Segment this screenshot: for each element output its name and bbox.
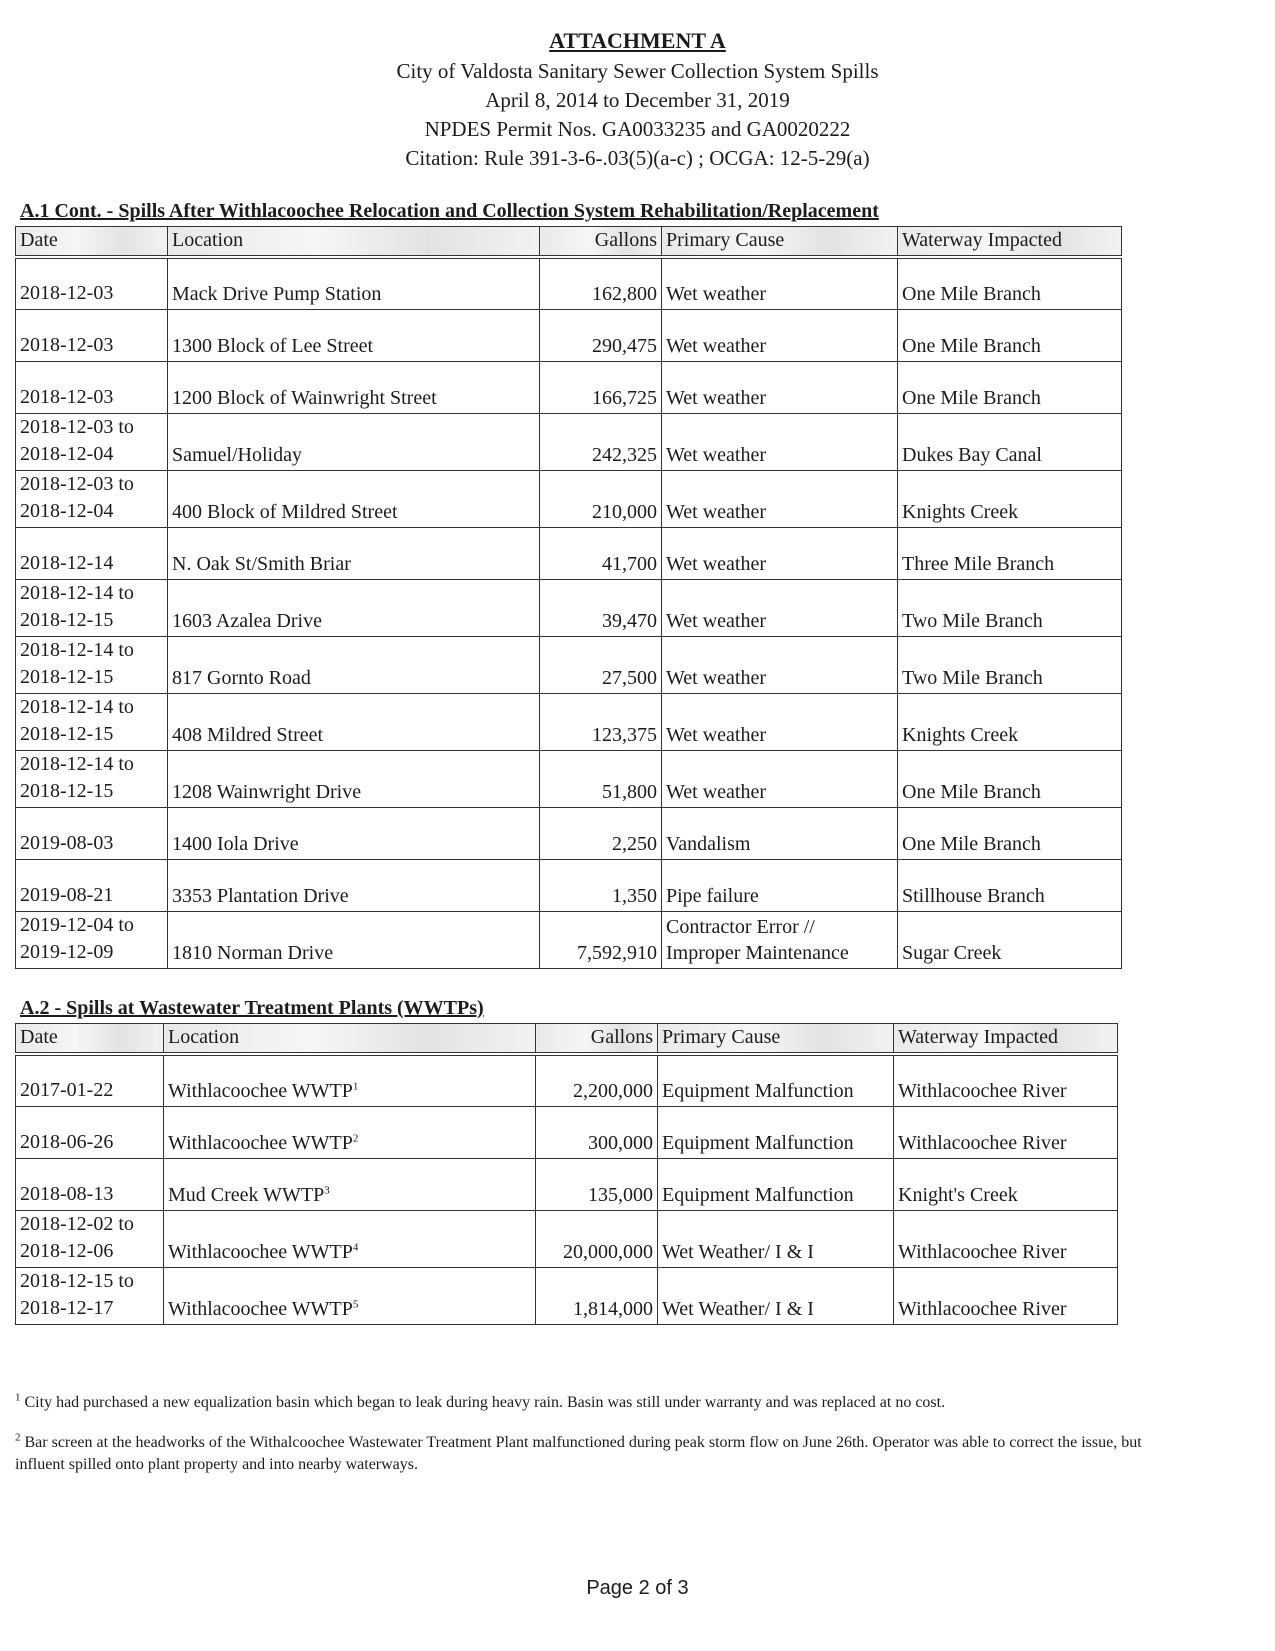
- footnote-1: [15, 1392, 1155, 1414]
- section-a1-title: A.1 Cont. - Spills After Withlacoochee Relocation and Collection System Rehabilitation/Replacement: [20, 200, 879, 222]
- location-cell: 400 Block of Mildred Street: [168, 470, 540, 527]
- date-start: 2018-12-14 to: [20, 581, 134, 604]
- location-text: Withlacoochee WWTP: [168, 1079, 353, 1102]
- date-start: 2018-12-03: [20, 385, 114, 408]
- location-cell: 1208 Wainwright Drive: [168, 750, 540, 807]
- table-row: [16, 1267, 1118, 1324]
- cause-line-1: Contractor Error //: [666, 915, 815, 938]
- col-header-date: Date: [16, 227, 168, 258]
- date-cell: [16, 1106, 164, 1158]
- gallons-cell: 210,000: [540, 470, 662, 527]
- cause-cell: [662, 413, 898, 470]
- col-header-primary-cause: Primary Cause: [662, 227, 898, 258]
- gallons-cell: 135,000: [536, 1158, 658, 1210]
- footnotes: [15, 1392, 1155, 1494]
- date-start: 2018-12-14 to: [20, 638, 134, 661]
- cause-line-2: Wet weather: [666, 500, 766, 523]
- cause-line-2: Wet weather: [666, 282, 766, 305]
- waterway-cell: Withlacoochee River: [894, 1106, 1118, 1158]
- cause-cell: Equipment Malfunction: [658, 1158, 894, 1210]
- cause-cell: [662, 911, 898, 968]
- waterway-cell: Withlacoochee River: [894, 1210, 1118, 1267]
- date-end: 2018-12-04: [20, 442, 114, 465]
- date-cell: [16, 1267, 164, 1324]
- cause-cell: [662, 309, 898, 361]
- cause-line-2: Pipe failure: [666, 884, 759, 907]
- location-text: Mud Creek WWTP: [168, 1183, 325, 1206]
- location-cell: 3353 Plantation Drive: [168, 859, 540, 911]
- date-cell: [16, 361, 168, 413]
- table-row: [16, 693, 1122, 750]
- date-cell: [16, 859, 168, 911]
- col-header-location: Location: [164, 1024, 536, 1055]
- header-line-1: City of Valdosta Sanitary Sewer Collection System Spills: [396, 59, 879, 83]
- footnote-ref: 1: [352, 1079, 359, 1092]
- cause-cell: Equipment Malfunction: [658, 1106, 894, 1158]
- col-header-location: Location: [168, 227, 540, 258]
- waterway-cell: Withlacoochee River: [894, 1267, 1118, 1324]
- gallons-cell: 1,350: [540, 859, 662, 911]
- table-row: [16, 361, 1122, 413]
- waterway-cell: Knights Creek: [898, 470, 1122, 527]
- waterway-cell: One Mile Branch: [898, 750, 1122, 807]
- footnote-ref: 5: [352, 1297, 359, 1310]
- gallons-cell: 162,800: [540, 257, 662, 309]
- table-row: [16, 807, 1122, 859]
- date-end: 2018-12-04: [20, 499, 114, 522]
- section-a2-table: [15, 1023, 1118, 1325]
- footnote-mark: 1: [15, 1391, 21, 1404]
- date-start: 2018-12-03: [20, 333, 114, 356]
- section-a1-header-row: [16, 227, 1122, 258]
- table-row: [16, 859, 1122, 911]
- location-cell: [164, 1054, 536, 1106]
- cause-line-2: Wet weather: [666, 723, 766, 746]
- waterway-cell: Sugar Creek: [898, 911, 1122, 968]
- header-line-3: NPDES Permit Nos. GA0033235 and GA0020222: [424, 117, 851, 141]
- col-header-date: Date: [16, 1024, 164, 1055]
- date-start: 2017-01-22: [20, 1078, 114, 1101]
- cause-cell: [662, 579, 898, 636]
- table-row: [16, 309, 1122, 361]
- table-row: [16, 1054, 1118, 1106]
- cause-cell: [662, 527, 898, 579]
- date-end: 2018-12-15: [20, 722, 114, 745]
- date-start: 2018-12-14: [20, 551, 114, 574]
- location-cell: [164, 1210, 536, 1267]
- gallons-cell: 41,700: [540, 527, 662, 579]
- date-start: 2018-12-03 to: [20, 472, 134, 495]
- cause-line-2: Improper Maintenance: [666, 941, 849, 964]
- col-header-gallons: Gallons: [540, 227, 662, 258]
- date-start: 2018-12-03: [20, 281, 114, 304]
- date-cell: [16, 911, 168, 968]
- document-title: ATTACHMENT A: [549, 28, 726, 53]
- table-row: [16, 579, 1122, 636]
- table-row: [16, 1158, 1118, 1210]
- table-row: [16, 636, 1122, 693]
- waterway-cell: Two Mile Branch: [898, 636, 1122, 693]
- date-start: 2018-08-13: [20, 1182, 114, 1205]
- gallons-cell: 2,250: [540, 807, 662, 859]
- cause-cell: [662, 257, 898, 309]
- table-row: [16, 750, 1122, 807]
- section-a1-table: [15, 226, 1122, 969]
- section-a2-header-row: [16, 1024, 1118, 1055]
- location-cell: 1603 Azalea Drive: [168, 579, 540, 636]
- cause-line-2: Wet weather: [666, 334, 766, 357]
- footnote-text: Bar screen at the headworks of the Withalcoochee Wastewater Treatment Plant malfunctioned during peak storm flow on June 26th. Operator was able to correct the issue, but influent spilled onto plant property and into nearby waterways.: [15, 1434, 1142, 1473]
- footnote-text: City had purchased a new equalization basin which began to leak during heavy rain. Basin was still under warranty and was replaced at no cost.: [24, 1394, 946, 1411]
- date-cell: [16, 1158, 164, 1210]
- date-end: 2018-12-15: [20, 779, 114, 802]
- cause-cell: Equipment Malfunction: [658, 1054, 894, 1106]
- date-cell: [16, 693, 168, 750]
- location-text: Withlacoochee WWTP: [168, 1297, 353, 1320]
- table-row: [16, 413, 1122, 470]
- date-cell: [16, 579, 168, 636]
- waterway-cell: Knights Creek: [898, 693, 1122, 750]
- location-cell: Mack Drive Pump Station: [168, 257, 540, 309]
- waterway-cell: Stillhouse Branch: [898, 859, 1122, 911]
- date-cell: [16, 527, 168, 579]
- date-end: 2019-12-09: [20, 940, 114, 963]
- header-line-2: April 8, 2014 to December 31, 2019: [485, 88, 790, 112]
- location-cell: [164, 1158, 536, 1210]
- cause-line-2: Vandalism: [666, 832, 751, 855]
- location-cell: [164, 1267, 536, 1324]
- cause-cell: [662, 807, 898, 859]
- date-cell: [16, 257, 168, 309]
- date-end: 2018-12-06: [20, 1239, 114, 1262]
- gallons-cell: 2,200,000: [536, 1054, 658, 1106]
- footnote-2: [15, 1432, 1155, 1476]
- date-start: 2018-12-14 to: [20, 752, 134, 775]
- cause-cell: Wet Weather/ I & I: [658, 1210, 894, 1267]
- footnote-mark: 2: [15, 1431, 21, 1444]
- date-end: 2018-12-15: [20, 608, 114, 631]
- cause-line-2: Wet weather: [666, 386, 766, 409]
- footnote-ref: 2: [352, 1131, 359, 1144]
- table-row: [16, 257, 1122, 309]
- gallons-cell: 300,000: [536, 1106, 658, 1158]
- date-cell: [16, 636, 168, 693]
- col-header-waterway: Waterway Impacted: [894, 1024, 1118, 1055]
- date-cell: [16, 807, 168, 859]
- location-cell: N. Oak St/Smith Briar: [168, 527, 540, 579]
- cause-line-2: Wet weather: [666, 552, 766, 575]
- gallons-cell: 242,325: [540, 413, 662, 470]
- location-cell: 1810 Norman Drive: [168, 911, 540, 968]
- col-header-primary-cause: Primary Cause: [658, 1024, 894, 1055]
- page-number: Page 2 of 3: [586, 1577, 689, 1599]
- date-cell: [16, 1210, 164, 1267]
- table-row: [16, 1106, 1118, 1158]
- col-header-gallons: Gallons: [536, 1024, 658, 1055]
- table-row: [16, 1210, 1118, 1267]
- location-cell: Samuel/Holiday: [168, 413, 540, 470]
- date-cell: [16, 1054, 164, 1106]
- date-cell: [16, 750, 168, 807]
- cause-cell: Wet Weather/ I & I: [658, 1267, 894, 1324]
- date-start: 2019-12-04 to: [20, 913, 134, 936]
- date-cell: [16, 309, 168, 361]
- cause-cell: [662, 859, 898, 911]
- gallons-cell: 123,375: [540, 693, 662, 750]
- date-start: 2018-12-02 to: [20, 1212, 134, 1235]
- cause-cell: [662, 750, 898, 807]
- gallons-cell: 39,470: [540, 579, 662, 636]
- date-start: 2018-12-15 to: [20, 1269, 134, 1292]
- waterway-cell: One Mile Branch: [898, 807, 1122, 859]
- footnote-ref: 3: [324, 1183, 330, 1196]
- gallons-cell: 51,800: [540, 750, 662, 807]
- date-start: 2018-12-03 to: [20, 415, 134, 438]
- location-cell: 1300 Block of Lee Street: [168, 309, 540, 361]
- section-a2-title: A.2 - Spills at Wastewater Treatment Plants (WWTPs): [20, 997, 484, 1019]
- waterway-cell: One Mile Branch: [898, 257, 1122, 309]
- cause-line-2: Wet weather: [666, 780, 766, 803]
- cause-cell: [662, 361, 898, 413]
- col-header-waterway: Waterway Impacted: [898, 227, 1122, 258]
- cause-cell: [662, 693, 898, 750]
- location-cell: 408 Mildred Street: [168, 693, 540, 750]
- waterway-cell: Three Mile Branch: [898, 527, 1122, 579]
- waterway-cell: Knight's Creek: [894, 1158, 1118, 1210]
- gallons-cell: 290,475: [540, 309, 662, 361]
- waterway-cell: Two Mile Branch: [898, 579, 1122, 636]
- waterway-cell: Dukes Bay Canal: [898, 413, 1122, 470]
- gallons-cell: 20,000,000: [536, 1210, 658, 1267]
- table-row: [16, 470, 1122, 527]
- waterway-cell: One Mile Branch: [898, 361, 1122, 413]
- gallons-cell: 1,814,000: [536, 1267, 658, 1324]
- date-end: 2018-12-15: [20, 665, 114, 688]
- gallons-cell: 7,592,910: [540, 911, 662, 968]
- cause-line-2: Wet weather: [666, 609, 766, 632]
- cause-line-2: Wet weather: [666, 666, 766, 689]
- location-text: Withlacoochee WWTP: [168, 1131, 353, 1154]
- table-row: [16, 911, 1122, 968]
- location-cell: 1200 Block of Wainwright Street: [168, 361, 540, 413]
- location-cell: 1400 Iola Drive: [168, 807, 540, 859]
- cause-cell: [662, 470, 898, 527]
- table-row: [16, 527, 1122, 579]
- date-end: 2018-12-17: [20, 1296, 114, 1319]
- footnote-ref: 4: [352, 1240, 359, 1253]
- date-cell: [16, 413, 168, 470]
- waterway-cell: One Mile Branch: [898, 309, 1122, 361]
- date-start: 2019-08-21: [20, 883, 114, 906]
- document-header: [0, 28, 1275, 173]
- date-start: 2019-08-03: [20, 831, 114, 854]
- waterway-cell: Withlacoochee River: [894, 1054, 1118, 1106]
- gallons-cell: 166,725: [540, 361, 662, 413]
- location-cell: [164, 1106, 536, 1158]
- header-line-4: Citation: Rule 391-3-6-.03(5)(a-c) ; OCGA: 12-5-29(a): [405, 146, 870, 170]
- date-start: 2018-06-26: [20, 1130, 114, 1153]
- cause-cell: [662, 636, 898, 693]
- location-cell: 817 Gornto Road: [168, 636, 540, 693]
- location-text: Withlacoochee WWTP: [168, 1240, 353, 1263]
- cause-line-2: Wet weather: [666, 443, 766, 466]
- date-start: 2018-12-14 to: [20, 695, 134, 718]
- date-cell: [16, 470, 168, 527]
- gallons-cell: 27,500: [540, 636, 662, 693]
